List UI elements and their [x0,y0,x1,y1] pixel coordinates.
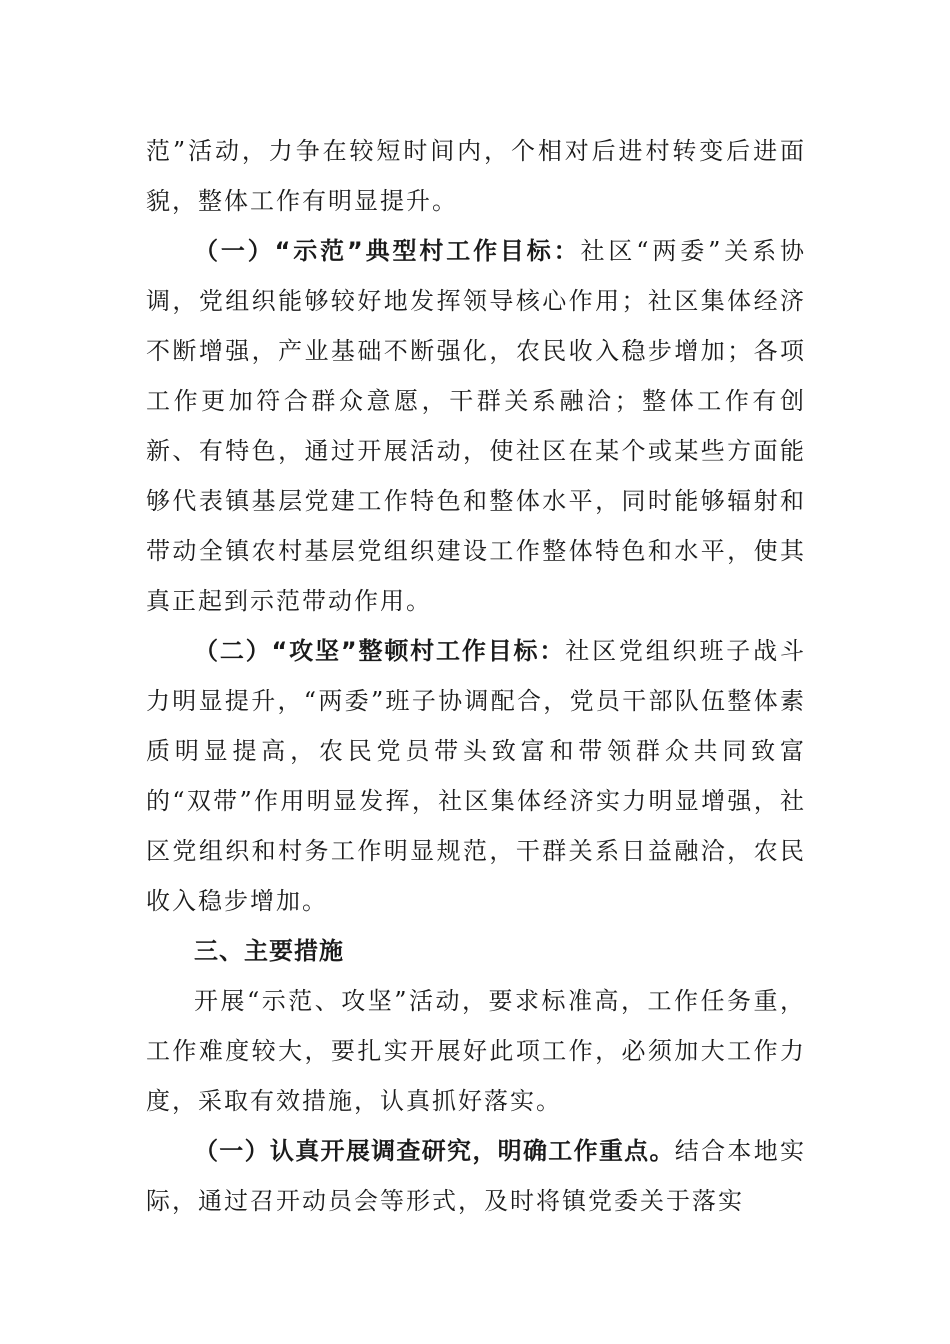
paragraph-measures-intro: 开展“示范、攻坚”活动，要求标准高，工作任务重，工作难度较大，要扎实开展好此项工作，必须加大工作力度，采取有效措施，认真抓好落实。 [146,987,806,1115]
research-lead: （一）认真开展调查研究，明确工作重点。 [194,1137,675,1165]
research-body: 结合本地实际，通过召开动员会等形式，及时将镇党委关于落实 [146,1137,806,1215]
section-heading-main-measures: 三、主要措施 [194,937,344,965]
paragraph-demonstration-goal [146,226,806,626]
rectification-goal-body: 社区党组织班子战斗力明显提升，“两委”班子协调配合，党员干部队伍整体素质明显提高，农民党员带头致富和带领群众共同致富的“双带”作用明显发挥，社区集体经济实力明显增强，社区党组织和村务工作明显规范，干群关系日益融洽，农民收入稳步增加。 [146,637,807,915]
rectification-goal-lead: （二）“攻坚”整顿村工作目标： [194,637,566,665]
document-page [146,126,806,1226]
demonstration-goal-body: 社区“两委”关系协调，党组织能够较好地发挥领导核心作用；社区集体经济不断增强，产业基础不断强化，农民收入稳步增加；各项工作更加符合群众意愿，干群关系融洽；整体工作有创新、有特色，通过开展活动，使社区在某个或某些方面能够代表镇基层党建工作特色和整体水平，同时能够辐射和带动全镇农村基层党组织建设工作整体特色和水平，使其真正起到示范带动作用。 [146,237,806,615]
paragraph-rectification-goal [146,626,806,926]
paragraph-continuation: 范”活动，力争在较短时间内，个相对后进村转变后进面貌，整体工作有明显提升。 [146,137,806,215]
demonstration-goal-lead: （一）“示范”典型村工作目标： [194,237,581,265]
paragraph-research [146,1126,806,1226]
